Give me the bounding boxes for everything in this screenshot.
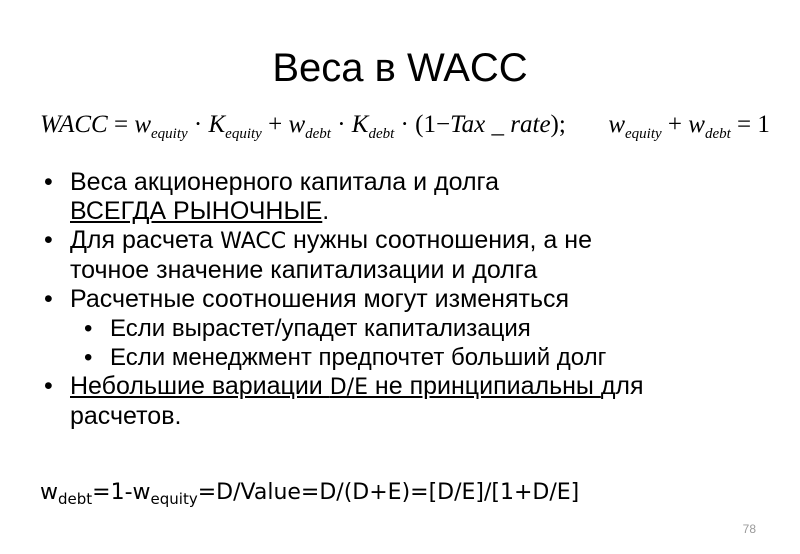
bullet-dot-icon: •: [44, 168, 53, 196]
bullet-dot-icon: •: [84, 315, 93, 342]
list-item: • Небольшие вариации D/E не принципиальны для расчетов.: [44, 372, 644, 430]
page-number: 78: [742, 522, 756, 536]
bullet-dot-icon: •: [44, 372, 53, 400]
bullet-list: [40, 168, 780, 431]
wacc-formula: WACC = $w_{equity} \cdot K_{equity} + w_{debt} \cdot K_{debt} \cdot (1-Tax$ _ rate); $w_{equity} + w_{debt} = 1$: [40, 111, 770, 142]
formula-wacc: WACC: [40, 111, 108, 138]
list-item: • Если менеджмент предпочтет больший долг: [84, 344, 607, 371]
bullet-dot-icon: •: [44, 226, 53, 254]
weights-formula: $w_{debt}=1-w_{equity}=D/Value=D/(D+E)=[D/E]/[1+D/E]$: [40, 480, 580, 508]
list-item: • Веса акционерного капитала и долга ВСЕГДА РЫНОЧНЫЕ.: [44, 168, 500, 225]
list-item: • Если вырастет/упадет капитализация: [84, 315, 531, 342]
bullet-dot-icon: •: [84, 344, 93, 371]
list-item: • Для расчета WACC нужны соотношения, а не точное значение капитализации и долга: [44, 226, 592, 284]
bullet-dot-icon: •: [44, 285, 53, 313]
slide-title: Веса в WACC: [272, 46, 528, 90]
list-item: • Расчетные соотношения могут изменяться: [44, 285, 570, 313]
